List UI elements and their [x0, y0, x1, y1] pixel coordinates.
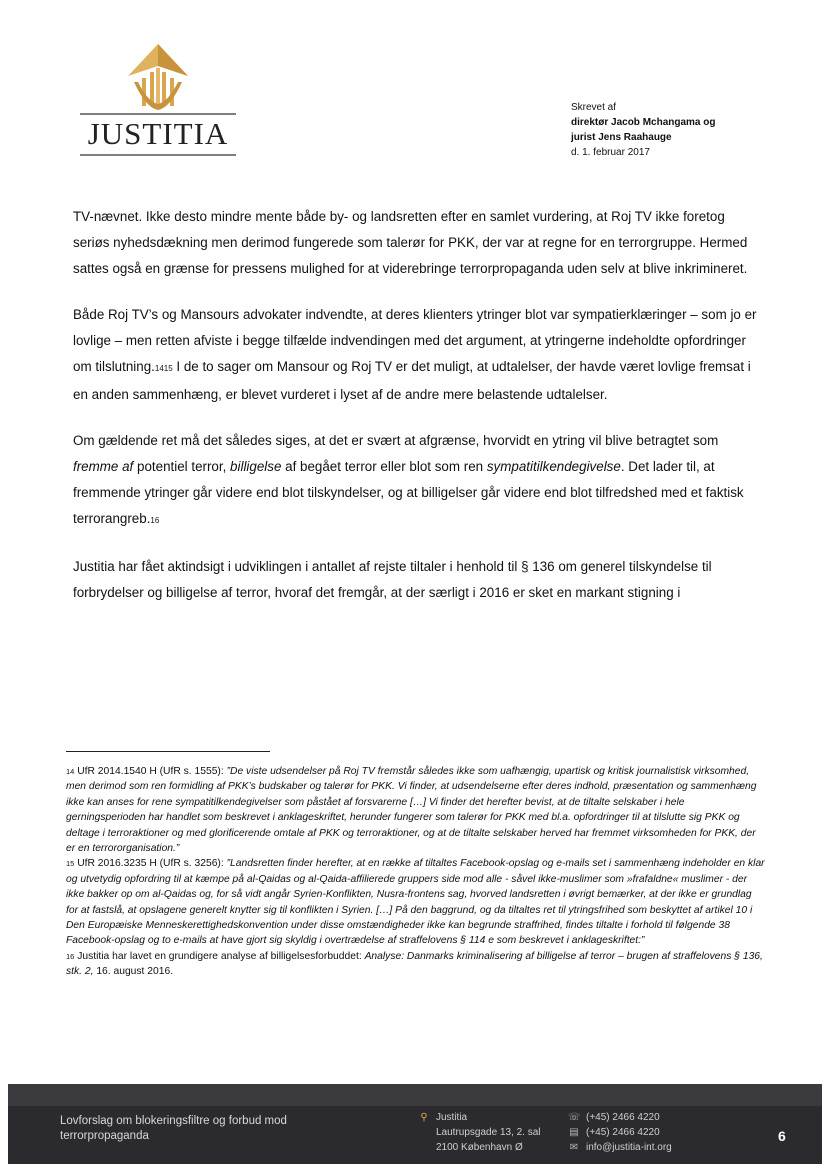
footnote-16 — [66, 949, 766, 980]
paragraph-3 — [73, 428, 763, 534]
page-number: 6 — [778, 1128, 786, 1144]
footnote-16-number: 16 — [66, 951, 75, 961]
fax-icon: ▤ — [569, 1127, 579, 1138]
phone-icon: ☏ — [568, 1112, 581, 1123]
paragraph-2-text-b: I de to sager om Mansour og Roj TV er det muligt, at udtalelser, der havde været lovlige fremsat i en anden sammenhæng, er blevet vurderet i lyset af de andre mere belastende udtalelser. — [73, 359, 751, 402]
footnote-15-ref: UfR 2016.3235 H (UfR s. 3256): — [74, 858, 227, 870]
footer-title-line-1: Lovforslag om blokeringsfiltre og forbud mod — [60, 1115, 287, 1127]
footnote-ref-16[interactable]: 16 — [150, 516, 160, 525]
footnote-16-text: Justitia har lavet en grundigere analyse af billigelsesforbuddet: — [74, 950, 365, 962]
footer-top-strip — [8, 1084, 822, 1106]
paragraph-3-text-a: Om gældende ret må det således siges, at det er svært at afgrænse, hvorvidt en ytring vil blive betragtet som — [73, 433, 719, 448]
footer-email[interactable]: info@justitia-int.org — [586, 1142, 672, 1153]
footnote-15-quote: ”Landsretten finder herefter, at en række af tiltaltes Facebook-opslag og e-mails set i sammenhæng indeholder en klar og utvetydig opfordring til at kæmpe på al-Qaidas og al-Qaida-affilierede gruppers side mod alle - såvel ikke-muslimer som »frafaldne« muslimer - der ikke bakker op om al-Qaidas og, for så vidt angår Syrien-Konflikten, Nusra-frontens sag, hvorved landsretten i øvrigt bemærker, at der ikke er grundlag for at fastslå, at opslagene generelt knytter sig til konflikten i Syrien. […] På den baggrund, og da tiltaltes ret til ytringsfrihed som beskyttet af artikel 10 i Den Europæiske Menneskerettighedskonvention under disse omstændigheder ikke kan begrunde straffrihed, findes tiltalte i forhold til følgende 38 Facebook-opslag og to e-mails at have gjort sig skyldig i overtrædelse af straffelovens § 114 e som beskrevet i anklageskriftet:” — [66, 858, 765, 947]
footnote-16-date: 16. august 2016. — [93, 966, 174, 978]
paragraph-1: TV-nævnet. Ikke desto mindre mente både by- og landsretten efter en samlet vurdering, at Roj TV ikke foretog seriøs nyhedsdækning men derimod fungerede som talerør for PKK, der var at regne for en terrorgruppe. Hermed sattes også en grænse for pressens mulighed for at viderebringe terrorpropaganda uden selv at blive inkrimineret. — [73, 209, 748, 276]
justitia-logo — [76, 38, 240, 158]
footnotes — [66, 764, 766, 980]
footnote-15-number: 15 — [66, 859, 75, 869]
footnote-14 — [66, 764, 766, 856]
footnote-16-title: Analyse: Danmarks kriminalisering af billigelse af terror – brugen af straffelovens § 136, stk. 2, — [66, 950, 763, 978]
footnote-ref-14-15[interactable]: 1415 — [154, 364, 173, 373]
author-line-1: direktør Jacob Mchangama og — [571, 117, 716, 128]
logo-underline — [76, 152, 240, 158]
footnote-15 — [66, 856, 766, 948]
footer-org: Justitia — [436, 1112, 468, 1123]
paragraph-3-text-d: . Det lader til, at fremmende ytringer går videre end blot tilskyndelser, og at billigelser går videre end blot tilfredshed med et faktisk terrorangreb. — [73, 459, 744, 526]
footnote-14-number: 14 — [66, 767, 75, 776]
footer-city: 2100 København Ø — [436, 1142, 523, 1153]
footnote-14-ref: UfR 2014.1540 H (UfR s. 1555): — [74, 766, 227, 777]
footer-phone[interactable]: (+45) 2466 4220 — [586, 1112, 660, 1123]
paragraph-3-emphasis-3: sympatitilkendegivelse — [486, 459, 621, 474]
footer-fax[interactable]: (+45) 2466 4220 — [586, 1127, 660, 1138]
paragraph-3-emphasis-2: billigelse — [230, 459, 282, 474]
author-block — [571, 100, 715, 160]
location-pin-icon: ⚲ — [420, 1112, 428, 1123]
author-line-2: jurist Jens Raahauge — [571, 132, 672, 143]
logo-wordmark: JUSTITIA — [87, 116, 229, 151]
footer-contact — [568, 1110, 672, 1155]
paragraph-2 — [73, 302, 763, 408]
footnote-divider — [66, 751, 270, 752]
paragraph-3-emphasis-1: fremme af — [73, 459, 134, 474]
main-body — [73, 204, 763, 626]
page-footer — [8, 1084, 822, 1164]
footer-document-title — [60, 1114, 287, 1144]
paragraph-4: Justitia har fået aktindsigt i udviklingen i antallet af rejste tiltaler i henhold til § 136 om generel tilskyndelse til forbrydelser og billigelse af terror, hvoraf det fremgår, at der særligt i 2016 er sket en markant stigning i — [73, 559, 712, 600]
paragraph-3-text-c: af begået terror eller blot som ren — [281, 459, 487, 474]
footer-address — [418, 1110, 541, 1155]
written-by-label: Skrevet af — [571, 102, 617, 113]
paragraph-2-text-a: Både Roj TV’s og Mansours advokater indvendte, at deres klienters ytringer blot var sympatierklæringer – som jo er lovlige – men retten afviste i begge tilfælde indvendingen med det argument, at ytringerne indeholdte opfordringer om tilslutning. — [73, 307, 757, 374]
author-date: d. 1. februar 2017 — [571, 147, 650, 158]
pillar-emblem-icon — [76, 38, 240, 118]
footer-street: Lautrupsgade 13, 2. sal — [436, 1127, 541, 1138]
email-icon: ✉ — [569, 1142, 579, 1153]
footer-title-line-2: terrorpropaganda — [60, 1130, 149, 1142]
footnote-14-quote: ”De viste udsendelser på Roj TV fremstår således ikke som uafhængig, upartisk og kritisk journalistisk virksomhed, men derimod som ren formidling af PKK’s budskaber og talerør for PKK. Vi finder, at udsendelserne efter deres indhold, præsentation og sammenhæng ikke kan anses for rene sympatitilkendegivelser som påstået af forsvarerne […] Vi finder det herefter bevist, at de tiltalte selskaber i hele gerningsperioden har handlet som beskrevet i anklageskriftet, herunder fungerer som talerør for PKK med bl.a. opfordringer til at tilslutte sig PKK og deltage i terroraktioner og med glorificerende omtale af PKK og terroraktioner, og at de tiltalte selskaber herved har fremmet virksomheden for PKK, der er en terrororganisation.” — [66, 766, 757, 855]
paragraph-3-text-b: potentiel terror, — [133, 459, 231, 474]
